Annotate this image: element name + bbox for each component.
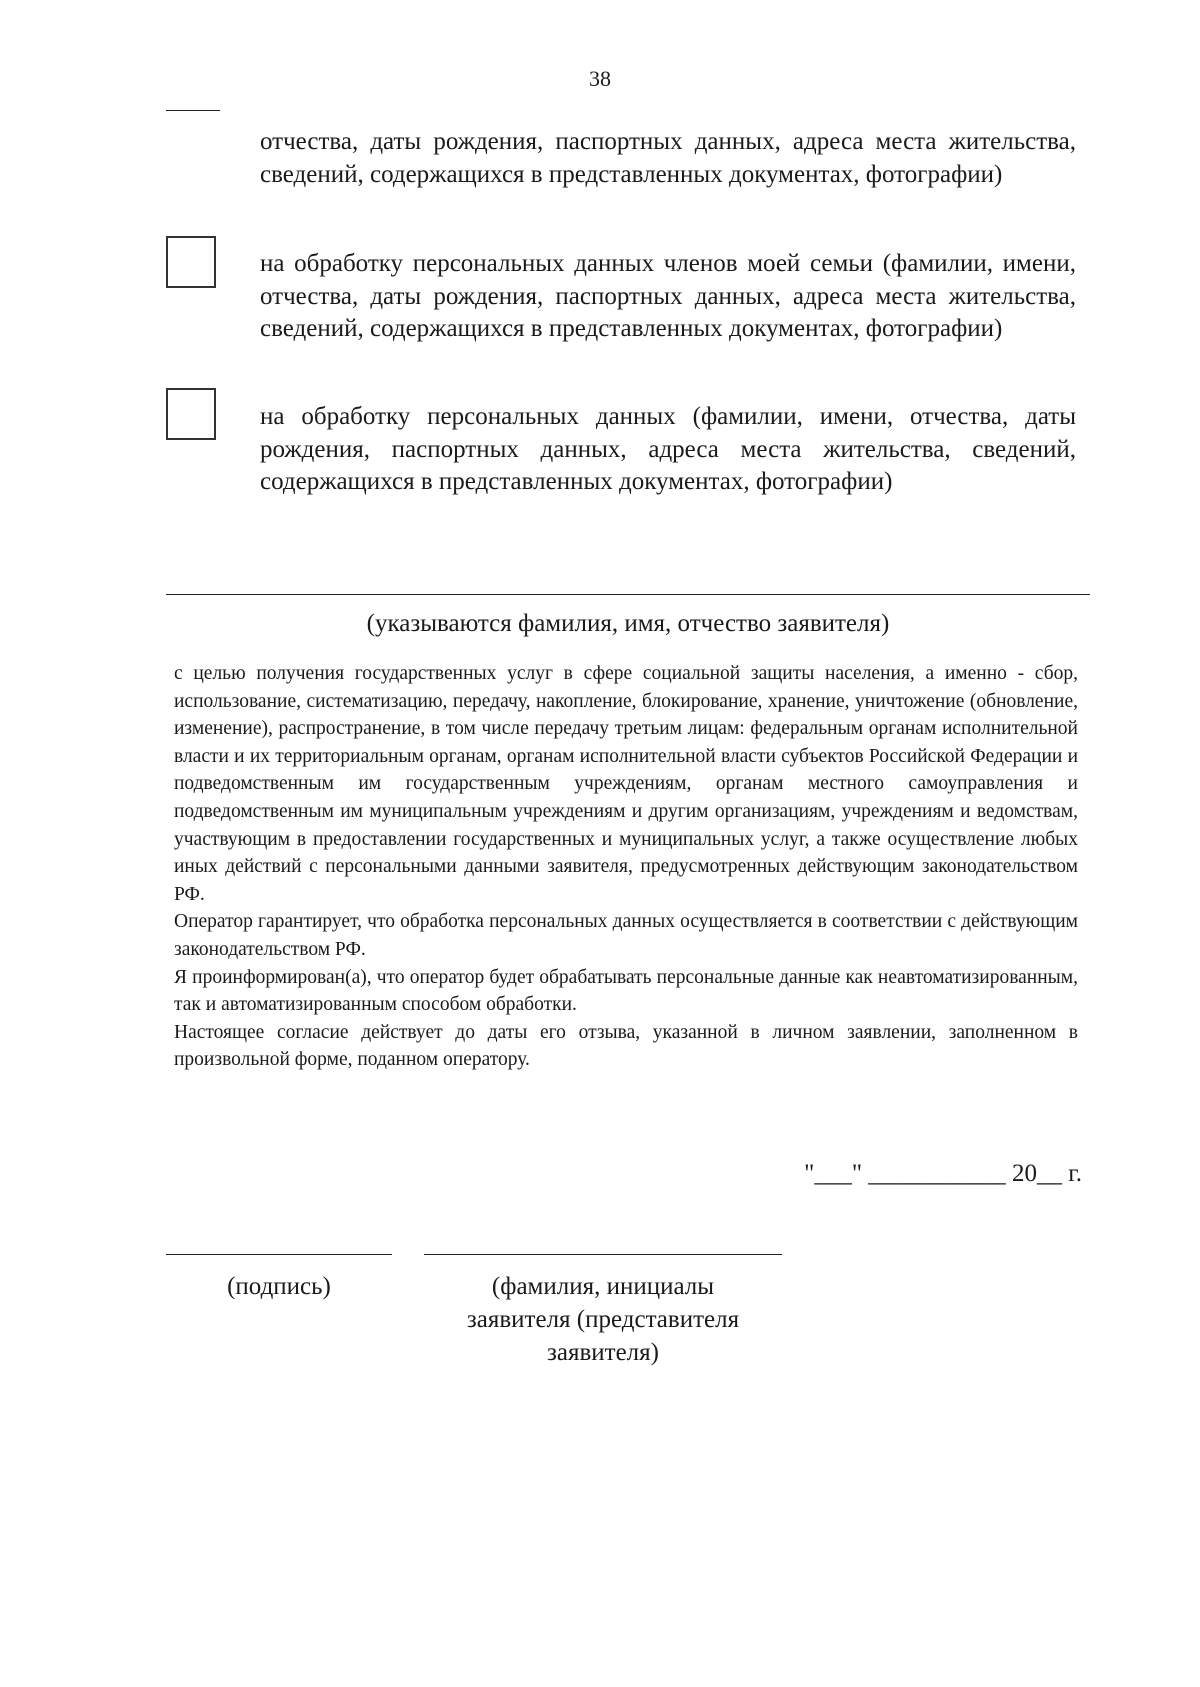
- applicant-name-line[interactable]: [166, 594, 1090, 595]
- page-number: 38: [589, 66, 611, 91]
- top-dash: [166, 110, 220, 111]
- consent-validity-paragraph: Настоящее согласие действует до даты его отзыва, указанной в личном заявлении, заполненном в произвольной форме, поданном оператору.: [174, 1021, 1078, 1071]
- date-field[interactable]: "___" ___________ 20__ г.: [804, 1160, 1082, 1187]
- signature-caption: (подпись): [227, 1273, 331, 1300]
- processing-method-paragraph: Я проинформирован(а), что оператор будет обрабатывать персональные данные как неавтоматизированным, так и автоматизированным способом обработки.: [174, 966, 1078, 1016]
- consent-purpose-paragraph: с целью получения государственных услуг в сфере социальной защиты населения, а именно - сбор, использование, систематизацию, передачу, накопление, блокирование, хранение, уничтожение (обновление, изменение), распространение, в том числе передачу третьим лицам: федеральным органам исполнительной власти и их территориальным органам, органам исполнительной власти субъектов Российской Федерации и подведомственным им государственным учреждениям, органам местного самоуправления и подведомственным им муниципальным учреждениям и другим организациям, учреждениям и ведомствам, участвующим в предоставлении государственных и муниципальных услуг, а также осуществление любых иных действий с персональными данными заявителя, предусмотренных действующим законодательством РФ.: [174, 663, 1078, 905]
- applicant-initials-line[interactable]: [424, 1254, 782, 1255]
- option-text-continued: отчества, даты рождения, паспортных данных, адреса места жительства, сведений, содержащихся в представленных документах, фотографии): [260, 128, 1076, 188]
- operator-guarantee-paragraph: Оператор гарантирует, что обработка персональных данных осуществляется в соответствии с действующим законодательством РФ.: [174, 911, 1078, 960]
- applicant-name-caption: (указываются фамилия, имя, отчество заявителя): [366, 610, 890, 637]
- signature-line[interactable]: [166, 1254, 392, 1255]
- applicant-initials-caption: (фамилия, инициалы заявителя (представителя заявителя): [466, 1273, 740, 1366]
- family-consent-text: на обработку персональных данных членов моей семьи (фамилии, имени, отчества, даты рождения, паспортных данных, адреса места жительства, сведений, содержащихся в представленных документах, фотографии): [260, 250, 1076, 342]
- personal-consent-text: на обработку персональных данных (фамилии, имени, отчества, даты рождения, паспортных данных, адреса места жительства, сведений, содержащихся в представленных документах, фотографии): [260, 403, 1076, 495]
- consent-body: [174, 660, 1078, 1074]
- family-consent-checkbox[interactable]: [166, 236, 216, 288]
- personal-consent-checkbox[interactable]: [166, 388, 216, 440]
